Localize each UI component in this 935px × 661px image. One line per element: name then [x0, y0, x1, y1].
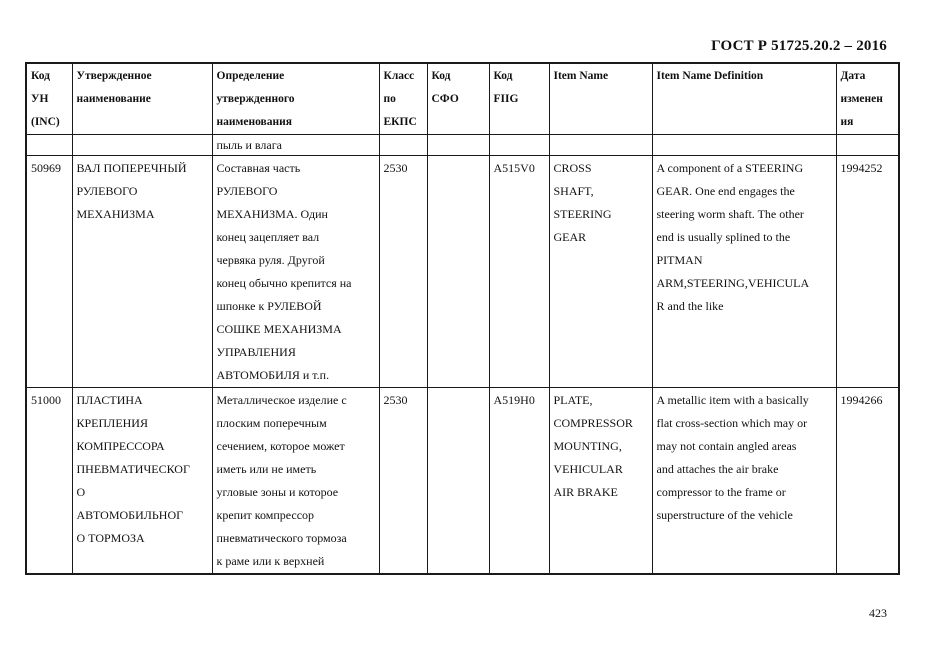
- cell-line: Item Name: [553, 70, 609, 82]
- cell-line: ПЛАСТИНА: [76, 393, 143, 407]
- cell-line: Составная часть: [216, 161, 301, 175]
- cell-line: утвержденного: [216, 93, 295, 105]
- cell-line: VEHICULAR: [553, 462, 623, 476]
- cell-line: червяка руля. Другой: [216, 253, 325, 267]
- cell-line: GEAR: [553, 230, 587, 244]
- cell-definition-ru: [212, 388, 379, 575]
- cell-line: ВАЛ ПОПЕРЕЧНЫЙ: [76, 161, 187, 175]
- cell-line: compressor to the frame or: [656, 485, 786, 499]
- cell-line: STEERING: [553, 207, 612, 221]
- document-header: ГОСТ Р 51725.20.2 – 2016: [711, 38, 887, 54]
- cell-line: УН: [31, 93, 49, 105]
- cell-line: FIIG: [493, 93, 519, 105]
- col-header-code: [26, 63, 72, 135]
- cell-date: 1994266: [836, 388, 899, 575]
- cell-line: АВТОМОБИЛЬНОГ: [76, 508, 184, 522]
- cell-fiig: A515V0: [489, 156, 549, 388]
- cell-line: Дата: [840, 70, 866, 82]
- cell-definition-ru: [212, 156, 379, 388]
- cell-line: PLATE,: [553, 393, 593, 407]
- cell-line: КОМПРЕССОРА: [76, 439, 165, 453]
- cell-line: МЕХАНИЗМА. Один: [216, 207, 328, 221]
- cell-line: изменен: [840, 93, 883, 105]
- cell-code: 51000: [26, 388, 72, 575]
- col-header-definition-en: [652, 63, 836, 135]
- col-header-sfo-code: [427, 63, 489, 135]
- table-row: [26, 156, 899, 388]
- continuation-row: [26, 135, 899, 156]
- cell-line: Item Name Definition: [656, 70, 764, 82]
- cell-line: MOUNTING,: [553, 439, 622, 453]
- cell-line: flat cross-section which may or: [656, 416, 808, 430]
- cell-line: may not contain angled areas: [656, 439, 797, 453]
- cell-line: CROSS: [553, 161, 592, 175]
- col-header-name-ru: [72, 63, 212, 135]
- cell-line: конец обычно крепится на: [216, 276, 352, 290]
- cell-ekps-class: 2530: [379, 156, 427, 388]
- cell-line: по: [383, 93, 396, 105]
- cell-line: конец зацепляет вал: [216, 230, 320, 244]
- cell-line: наименования: [216, 116, 292, 128]
- cell-line: end is usually splined to the: [656, 230, 791, 244]
- cell-line: Код: [431, 70, 451, 82]
- cell-line: Металлическое изделие с: [216, 393, 347, 407]
- cell-sfo-code: [427, 156, 489, 388]
- cell-name-ru: [72, 388, 212, 575]
- cell-line: PITMAN: [656, 253, 703, 267]
- cell-line: ПНЕВМАТИЧЕСКОГ: [76, 462, 190, 476]
- cell-line: AIR BRAKE: [553, 485, 618, 499]
- cell-line: МЕХАНИЗМА: [76, 207, 155, 221]
- cell-item-name: [549, 388, 652, 575]
- col-header-ekps-class: [379, 63, 427, 135]
- cell-line: угловые зоны и которое: [216, 485, 339, 499]
- cell-line: шпонке к РУЛЕВОЙ: [216, 299, 322, 313]
- cell-line: Утвержденное: [76, 70, 152, 82]
- cell-line: steering worm shaft. The other: [656, 207, 804, 221]
- cell-line: крепит компрессор: [216, 508, 315, 522]
- cell-ekps-class: 2530: [379, 388, 427, 575]
- cell-line: SHAFT,: [553, 184, 594, 198]
- cell-line: ЕКПС: [383, 116, 417, 128]
- table-header-row: [26, 63, 899, 135]
- cell-definition-en: [652, 388, 836, 575]
- cell-line: СФО: [431, 93, 459, 105]
- cell-line: and attaches the air brake: [656, 462, 779, 476]
- cell-line: АВТОМОБИЛЯ и т.п.: [216, 368, 330, 382]
- cell-line: Код: [31, 70, 51, 82]
- cell-line: иметь или не иметь: [216, 462, 317, 476]
- cell-fiig: A519H0: [489, 388, 549, 575]
- cell-line: A component of a STEERING: [656, 161, 804, 175]
- cell-line: О ТОРМОЗА: [76, 531, 145, 545]
- col-header-date: [836, 63, 899, 135]
- cell-line: R and the like: [656, 299, 724, 313]
- cell-line: A metallic item with a basically: [656, 393, 809, 407]
- cell-line: Класс: [383, 70, 415, 82]
- cell-line: КРЕПЛЕНИЯ: [76, 416, 148, 430]
- cell-line: О: [76, 485, 86, 499]
- cell-code: 50969: [26, 156, 72, 388]
- table-row: [26, 388, 899, 575]
- cell-line: пневматического тормоза: [216, 531, 347, 545]
- cell-line: плоским поперечным: [216, 416, 327, 430]
- cell-line: ARM,STEERING,VEHICULA: [656, 276, 810, 290]
- cell-line: УПРАВЛЕНИЯ: [216, 345, 296, 359]
- cell-name-ru: [72, 156, 212, 388]
- cell-line: наименование: [76, 93, 151, 105]
- cell-date: 1994252: [836, 156, 899, 388]
- cell-line: к раме или к верхней: [216, 554, 325, 568]
- cell-line: РУЛЕВОГО: [216, 184, 278, 198]
- cell-item-name: [549, 156, 652, 388]
- catalog-table: [25, 62, 900, 575]
- cell-definition-en: [652, 156, 836, 388]
- cell-line: Определение: [216, 70, 285, 82]
- col-header-item-name: [549, 63, 652, 135]
- col-header-definition-ru: [212, 63, 379, 135]
- cell-line: сечением, которое может: [216, 439, 345, 453]
- col-header-fiig: [489, 63, 549, 135]
- cell-line: GEAR. One end engages the: [656, 184, 795, 198]
- continuation-definition: пыль и влага: [212, 135, 379, 156]
- page-number: 423: [869, 606, 887, 620]
- cell-line: superstructure of the vehicle: [656, 508, 793, 522]
- cell-line: Код: [493, 70, 513, 82]
- cell-sfo-code: [427, 388, 489, 575]
- cell-line: РУЛЕВОГО: [76, 184, 138, 198]
- cell-line: (INC): [31, 116, 60, 128]
- cell-line: СОШКЕ МЕХАНИЗМА: [216, 322, 342, 336]
- cell-line: ия: [840, 116, 854, 128]
- cell-line: COMPRESSOR: [553, 416, 633, 430]
